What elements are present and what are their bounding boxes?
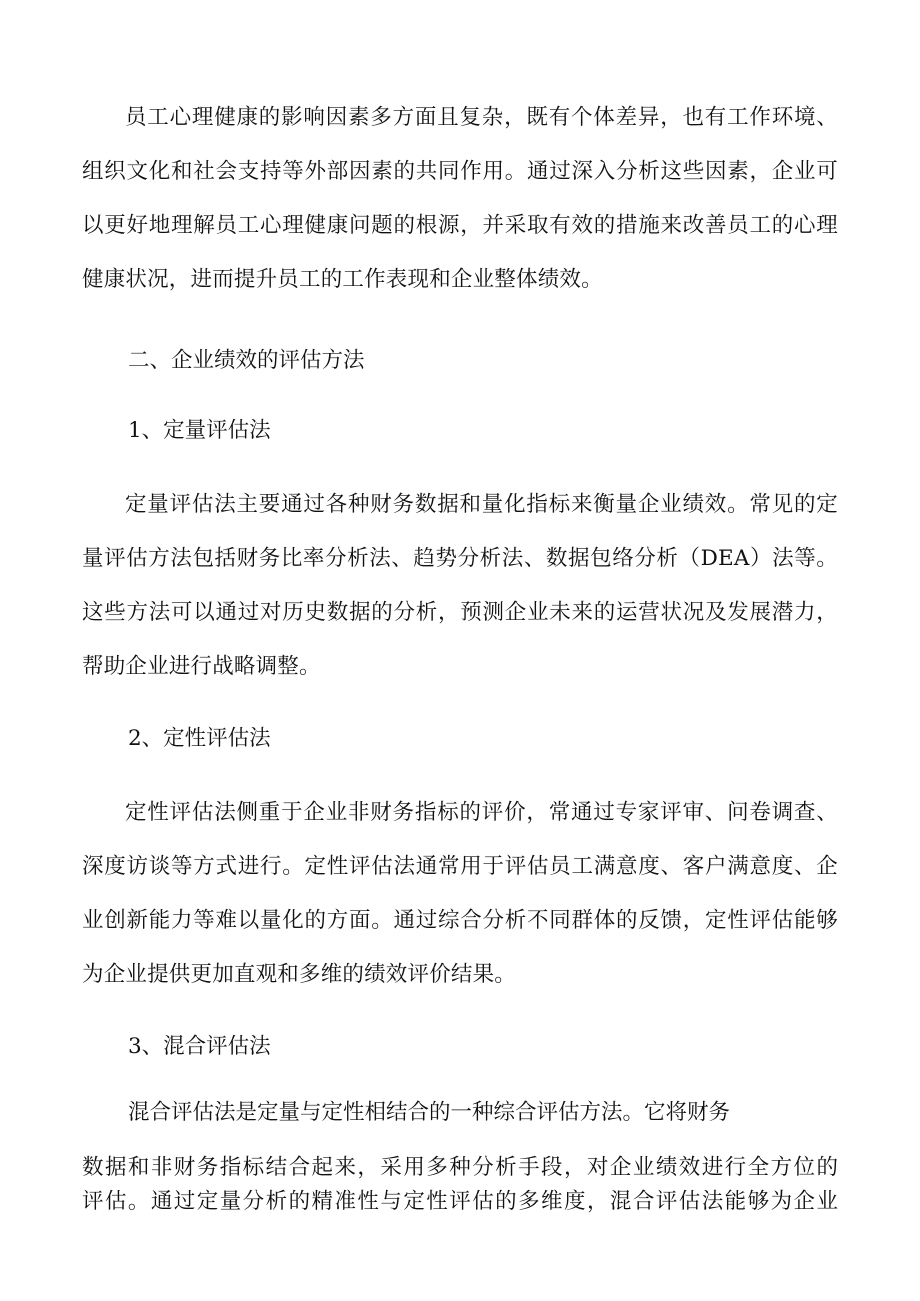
subheading-mixed: 3、混合评估法 [128,1034,271,1059]
paragraph-mixed-line-1: 混合评估法是定量与定性相结合的一种综合评估方法。它将财务 [128,1100,731,1125]
subheading-qualitative: 2、定性评估法 [128,726,271,751]
paragraph-qualitative: 定性评估法侧重于企业非财务指标的评价，常通过专家评审、问卷调查、深度访谈等方式进行。定性评估法通常用于评估员工满意度、客户满意度、企业创新能力等难以量化的方面。通过综合分析不同群体的反馈，定性评估能够为企业提供更加直观和多维的绩效评价结果。 [82,800,838,987]
subheading-quantitative: 1、定量评估法 [128,418,271,443]
paragraph-quantitative: 定量评估法主要通过各种财务数据和量化指标来衡量企业绩效。常见的定量评估方法包括财务比率分析法、趋势分析法、数据包络分析（DEA）法等。这些方法可以通过对历史数据的分析，预测企业未来的运营状况及发展潜力，帮助企业进行战略调整。 [82,492,838,679]
section-heading-performance-evaluation: 二、企业绩效的评估方法 [128,348,365,373]
paragraph-mixed-line-3: 评估。通过定量分析的精准性与定性评估的多维度，混合评估法能够为企业 [82,1189,838,1214]
paragraph-mixed-line-2: 数据和非财务指标结合起来，采用多种分析手段，对企业绩效进行全方位的 [82,1155,838,1180]
paragraph-employee-mental-health: 员工心理健康的影响因素多方面且复杂，既有个体差异，也有工作环境、组织文化和社会支持等外部因素的共同作用。通过深入分析这些因素，企业可以更好地理解员工心理健康问题的根源，并采取有效的措施来改善员工的心理健康状况，进而提升员工的工作表现和企业整体绩效。 [82,105,838,292]
